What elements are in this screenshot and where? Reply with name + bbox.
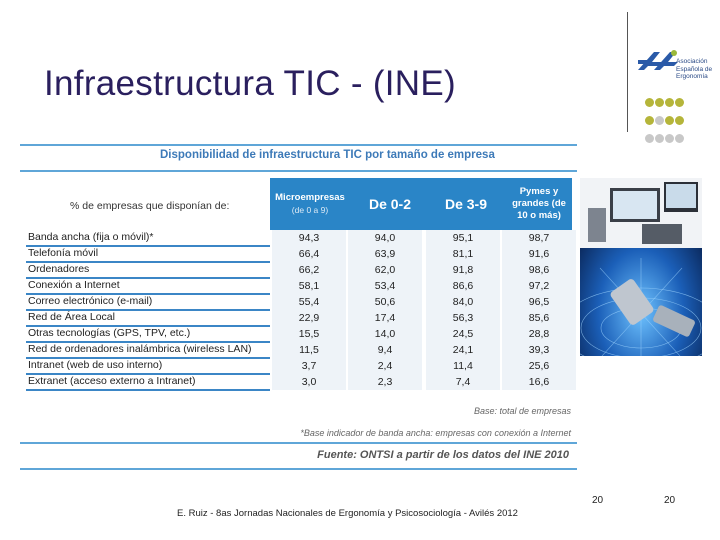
row-label: Banda ancha (fija o móvil)* <box>28 231 154 243</box>
table-cell: 81,1 <box>426 246 500 263</box>
table-cell: 91,6 <box>502 246 576 263</box>
column-header-main: De 3-9 <box>444 196 488 212</box>
table-row <box>26 246 572 262</box>
table-cell: 98,6 <box>502 262 576 279</box>
table-cell: 56,3 <box>426 310 500 327</box>
row-label: Extranet (acceso externo a Intranet) <box>28 375 196 387</box>
row-label: Otras tecnologías (GPS, TPV, etc.) <box>28 327 191 339</box>
table-cell: 15,5 <box>272 326 346 343</box>
table-row <box>26 262 572 278</box>
table-cell: 53,4 <box>348 278 422 295</box>
row-label: Red de Área Local <box>28 311 115 323</box>
row-header-label: % de empresas que disponían de: <box>70 200 230 212</box>
table-row <box>26 374 572 390</box>
table-cell: 66,4 <box>272 246 346 263</box>
table-cell: 98,7 <box>502 230 576 247</box>
logo-line-1: Asociación <box>676 58 708 65</box>
column-header-microempresas <box>272 180 348 228</box>
column-header-main: Microempresas <box>275 192 345 203</box>
table-row <box>26 310 572 326</box>
table-cell: 94,0 <box>348 230 422 247</box>
logo-dot <box>665 116 674 125</box>
table-row <box>26 358 572 374</box>
table-cell: 3,0 <box>272 374 346 391</box>
table-cell: 84,0 <box>426 294 500 311</box>
logo-dot <box>675 134 684 143</box>
row-label: Conexión a Internet <box>28 279 120 291</box>
logo-dot <box>645 116 654 125</box>
table-cell: 7,4 <box>426 374 500 391</box>
logo-dot <box>655 98 664 107</box>
logo-text <box>676 58 712 81</box>
row-label: Correo electrónico (e-mail) <box>28 295 153 307</box>
logo-dot <box>645 134 654 143</box>
source-bar <box>20 442 577 470</box>
table-cell: 11,5 <box>272 342 346 359</box>
logo-dot <box>665 98 674 107</box>
logo-line-2: Española de <box>676 65 713 73</box>
logo-dots <box>644 95 688 149</box>
row-label: Ordenadores <box>28 263 90 275</box>
note-broadband: *Base indicador de banda ancha: empresas con conexión a Internet <box>300 428 571 438</box>
network-computers-image <box>580 178 702 356</box>
table-row <box>26 230 572 246</box>
table-row <box>26 326 572 342</box>
divider <box>627 12 628 132</box>
logo-dot <box>655 116 664 125</box>
table-row <box>26 294 572 310</box>
table-cell: 16,6 <box>502 374 576 391</box>
column-header-pymes <box>508 180 570 228</box>
column-header-de-3-9 <box>430 180 502 228</box>
column-header-sub: (de 0 a 9) <box>291 205 329 215</box>
table-cell: 2,4 <box>348 358 422 375</box>
table-title: Disponibilidad de infraestructura TIC por tamaño de empresa <box>160 149 495 161</box>
table-cell: 91,8 <box>426 262 500 279</box>
table-cell: 17,4 <box>348 310 422 327</box>
table-cell: 55,4 <box>272 294 346 311</box>
table-row <box>26 342 572 358</box>
table-cell: 24,1 <box>426 342 500 359</box>
row-underline <box>26 389 270 391</box>
row-label: Telefonía móvil <box>28 247 99 259</box>
table-cell: 9,4 <box>348 342 422 359</box>
table-cell: 62,0 <box>348 262 422 279</box>
table-row <box>26 278 572 294</box>
table-cell: 94,3 <box>272 230 346 247</box>
table-cell: 22,9 <box>272 310 346 327</box>
table-cell: 58,1 <box>272 278 346 295</box>
logo-dot <box>665 134 674 143</box>
logo-dot <box>645 98 654 107</box>
table-cell: 11,4 <box>426 358 500 375</box>
note-base: Base: total de empresas <box>473 406 571 416</box>
page-number: 20 <box>592 495 604 506</box>
logo-dot <box>675 116 684 125</box>
table-cell: 96,5 <box>502 294 576 311</box>
slide-title: Infraestructura TIC - (INE) <box>44 64 456 103</box>
page-number-duplicate: 20 <box>664 495 676 506</box>
row-label: Intranet (web de uso interno) <box>28 359 163 371</box>
table-cell: 95,1 <box>426 230 500 247</box>
table-cell: 14,0 <box>348 326 422 343</box>
column-header-main: Pymes y grandes (de 10 o más) <box>512 186 566 221</box>
column-header-main: De 0-2 <box>368 196 412 212</box>
table-cell: 28,8 <box>502 326 576 343</box>
table-cell: 63,9 <box>348 246 422 263</box>
row-label: Red de ordenadores inalámbrica (wireless LAN) <box>28 343 252 355</box>
logo-dot <box>675 98 684 107</box>
table-panel <box>20 140 577 472</box>
table-cell: 2,3 <box>348 374 422 391</box>
table-cell: 39,3 <box>502 342 576 359</box>
table-cell: 25,6 <box>502 358 576 375</box>
table-cell: 85,6 <box>502 310 576 327</box>
source-text: Fuente: ONTSI a partir de los datos del INE 2010 <box>317 449 569 461</box>
column-header-de-0-2 <box>354 180 426 228</box>
table-cell: 66,2 <box>272 262 346 279</box>
table-cell: 50,6 <box>348 294 422 311</box>
table-cell: 3,7 <box>272 358 346 375</box>
logo-line-3: Ergonomía <box>676 73 708 80</box>
table-cell: 97,2 <box>502 278 576 295</box>
table-cell: 24,5 <box>426 326 500 343</box>
table-cell: 86,6 <box>426 278 500 295</box>
footer-text: E. Ruiz - 8as Jornadas Nacionales de Ergonomía y Psicosociología - Avilés 2012 <box>177 508 518 519</box>
logo-dot <box>655 134 664 143</box>
